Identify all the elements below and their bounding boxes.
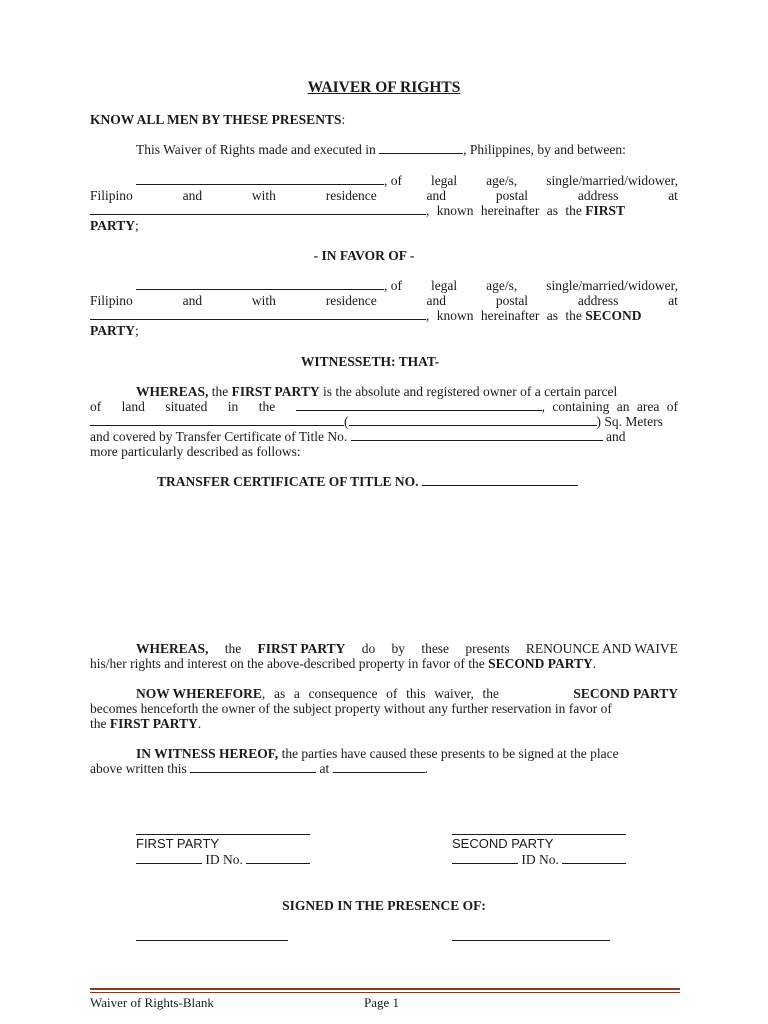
party2-name-blank xyxy=(136,278,384,290)
footer-document-name: Waiver of Rights-Blank xyxy=(90,995,214,1010)
footer-page-number: Page 1 xyxy=(364,995,400,1010)
witness-rest: the parties have caused these presents to be signed at the place xyxy=(278,746,619,761)
whereas1-covered: and covered by Transfer Certificate of Title No. xyxy=(90,429,348,444)
first-party-signature-line xyxy=(136,834,310,835)
witnesseth-heading: WITNESSETH: THAT- xyxy=(300,354,440,369)
witness-dot: . xyxy=(424,761,428,776)
party2-word: at xyxy=(668,293,678,308)
party1-line2 xyxy=(90,188,678,204)
party1-word: with xyxy=(251,188,276,203)
whereas1-word: situated xyxy=(165,399,208,414)
date-blank xyxy=(190,761,316,773)
whereas1-first-party: FIRST PARTY xyxy=(231,384,320,399)
whereas2-lead: WHEREAS, xyxy=(136,641,209,656)
whereas2-second-party: SECOND PARTY xyxy=(488,656,593,671)
wherefore-line2 xyxy=(90,701,612,717)
second-party-id-line xyxy=(452,852,626,868)
tct-heading-blank xyxy=(422,474,578,486)
know-all-men-heading xyxy=(90,112,345,128)
first-party-id-label: ID No. xyxy=(202,852,247,867)
party1-line4 xyxy=(90,218,139,234)
party2-line1 xyxy=(90,278,678,294)
know-all-men-text: KNOW ALL MEN BY THESE PRESENTS xyxy=(90,112,342,127)
second-party-id-label: ID No. xyxy=(518,852,563,867)
party2-word: postal xyxy=(495,293,529,308)
whereas2-word: by xyxy=(391,641,406,656)
party2-name-group xyxy=(90,278,402,294)
party2-word: and xyxy=(426,293,446,308)
party1-of: , of xyxy=(384,173,402,188)
party2-line3 xyxy=(90,308,678,324)
party2-label-a: SECOND xyxy=(585,308,642,323)
party2-word: with xyxy=(251,293,276,308)
first-party-id-line xyxy=(136,852,310,868)
first-party-label: FIRST PARTY xyxy=(136,836,220,851)
whereas2-text: his/her rights and interest on the above-described property in favor of the xyxy=(90,656,489,671)
in-favor-of-heading: - IN FAVOR OF - xyxy=(313,248,415,263)
party1-line1 xyxy=(90,173,678,189)
whereas2-renounce: RENOUNCE AND WAIVE xyxy=(525,641,678,656)
party1-status: single/married/widower, xyxy=(546,173,678,188)
party2-line4 xyxy=(90,323,139,339)
whereas1-line5 xyxy=(90,444,301,460)
party2-address-blank xyxy=(90,308,426,320)
intro-line xyxy=(136,142,626,158)
whereas1-lead: WHEREAS, xyxy=(136,384,209,399)
wherefore-mid: , as a consequence of this waiver, the xyxy=(261,686,500,701)
whereas1-word: in xyxy=(227,399,239,414)
party2-label-b: PARTY xyxy=(90,323,136,338)
party2-of: , of xyxy=(384,278,402,293)
wherefore-second-party: SECOND PARTY xyxy=(573,686,678,701)
whereas1-word: the xyxy=(258,399,276,414)
witness-lead: IN WITNESS HEREOF, xyxy=(136,746,279,761)
wherefore-line1 xyxy=(136,686,678,702)
whereas1-sqm: ) Sq. Meters xyxy=(596,414,663,429)
party2-word: address xyxy=(577,293,619,308)
whereas2-word: these xyxy=(421,641,450,656)
party1-semicolon: ; xyxy=(135,218,139,233)
party1-legal: legal xyxy=(430,173,458,188)
party2-legal: legal xyxy=(430,278,458,293)
second-party-signature-line xyxy=(452,834,626,835)
location-group xyxy=(296,399,678,415)
second-party-id-number-blank xyxy=(562,852,626,864)
party1-known: , known hereinafter as the xyxy=(426,203,582,218)
wherefore-dot: . xyxy=(197,716,202,731)
party1-address-blank xyxy=(90,203,426,215)
whereas1-described: more particularly described as follows: xyxy=(90,444,301,459)
wherefore-the: the xyxy=(90,716,110,731)
party2-semicolon: ; xyxy=(135,323,139,338)
whereas1-line2 xyxy=(90,399,678,415)
party1-label-a: FIRST xyxy=(585,203,625,218)
party1-ages: age/s, xyxy=(486,173,518,188)
whereas2-the: the xyxy=(224,641,242,656)
party1-word: and xyxy=(182,188,203,203)
intro-text-2: , Philippines, by and between: xyxy=(463,142,626,157)
party2-word: and xyxy=(182,293,203,308)
whereas2-line1 xyxy=(136,641,678,657)
tct-number-blank xyxy=(351,429,603,441)
first-party-id-type-blank xyxy=(136,852,202,864)
whereas1-rest: is the absolute and registered owner of a certain parcel xyxy=(319,384,618,399)
whereas2-word: do xyxy=(361,641,376,656)
document-title: WAIVER OF RIGHTS xyxy=(307,79,461,96)
tct-label: TRANSFER CERTIFICATE OF TITLE NO. xyxy=(157,474,419,489)
first-party-id-number-blank xyxy=(246,852,310,864)
whereas2-dot: . xyxy=(592,656,597,671)
witness-text: above written this xyxy=(90,761,187,776)
party1-word: postal xyxy=(495,188,529,203)
whereas1-and: and xyxy=(605,429,626,444)
party1-word: at xyxy=(668,188,678,203)
party1-line3 xyxy=(90,203,678,219)
know-all-colon: : xyxy=(341,112,346,127)
party1-word: residence xyxy=(325,188,377,203)
party1-name-group xyxy=(90,173,402,189)
wherefore-text: becomes henceforth the owner of the subject property without any further reservation in favor of xyxy=(90,701,612,716)
party2-line2 xyxy=(90,293,678,309)
witness-line1 xyxy=(136,746,619,762)
whereas2-word: presents xyxy=(465,641,510,656)
witness-line2 xyxy=(90,761,428,777)
location-blank xyxy=(296,399,542,411)
whereas1-line1 xyxy=(136,384,617,400)
wherefore-lead: NOW WHEREFORE xyxy=(136,686,262,701)
whereas1-paren: ( xyxy=(344,414,349,429)
signed-presence-heading: SIGNED IN THE PRESENCE OF: xyxy=(282,898,486,913)
whereas1-line3 xyxy=(90,414,663,430)
party1-word: address xyxy=(577,188,619,203)
witness2-signature-line xyxy=(452,940,610,941)
second-party-id-type-blank xyxy=(452,852,518,864)
witness-at: at xyxy=(316,761,333,776)
wherefore-first-party: FIRST PARTY xyxy=(109,716,198,731)
whereas1-line4 xyxy=(90,429,625,445)
whereas2-first-party: FIRST PARTY xyxy=(257,641,346,656)
party1-label-b: PARTY xyxy=(90,218,136,233)
place-blank xyxy=(379,142,463,154)
party1-word: Filipino xyxy=(90,188,133,203)
party2-word: residence xyxy=(325,293,377,308)
second-party-label: SECOND PARTY xyxy=(452,836,554,851)
party1-word: and xyxy=(426,188,446,203)
party2-known: , known hereinafter as the xyxy=(426,308,582,323)
area-number-blank xyxy=(349,414,597,426)
area-words-blank xyxy=(90,414,344,426)
party1-name-blank xyxy=(136,173,384,185)
intro-text: This Waiver of Rights made and executed in xyxy=(136,142,376,157)
whereas2-line2 xyxy=(90,656,596,672)
party2-word: Filipino xyxy=(90,293,133,308)
whereas1-word: land xyxy=(121,399,145,414)
footer-rule-thick xyxy=(90,988,680,990)
witness1-signature-line xyxy=(136,940,288,941)
party2-status: single/married/widower, xyxy=(546,278,678,293)
party2-ages: age/s, xyxy=(486,278,518,293)
wherefore-line3 xyxy=(90,716,201,732)
tct-heading xyxy=(157,474,578,490)
whereas1-the: the xyxy=(208,384,232,399)
place-signed-blank xyxy=(333,761,425,773)
whereas1-containing: , containing an area of xyxy=(541,399,678,414)
whereas1-word: of xyxy=(90,399,102,414)
footer-rule-thin xyxy=(90,992,680,993)
